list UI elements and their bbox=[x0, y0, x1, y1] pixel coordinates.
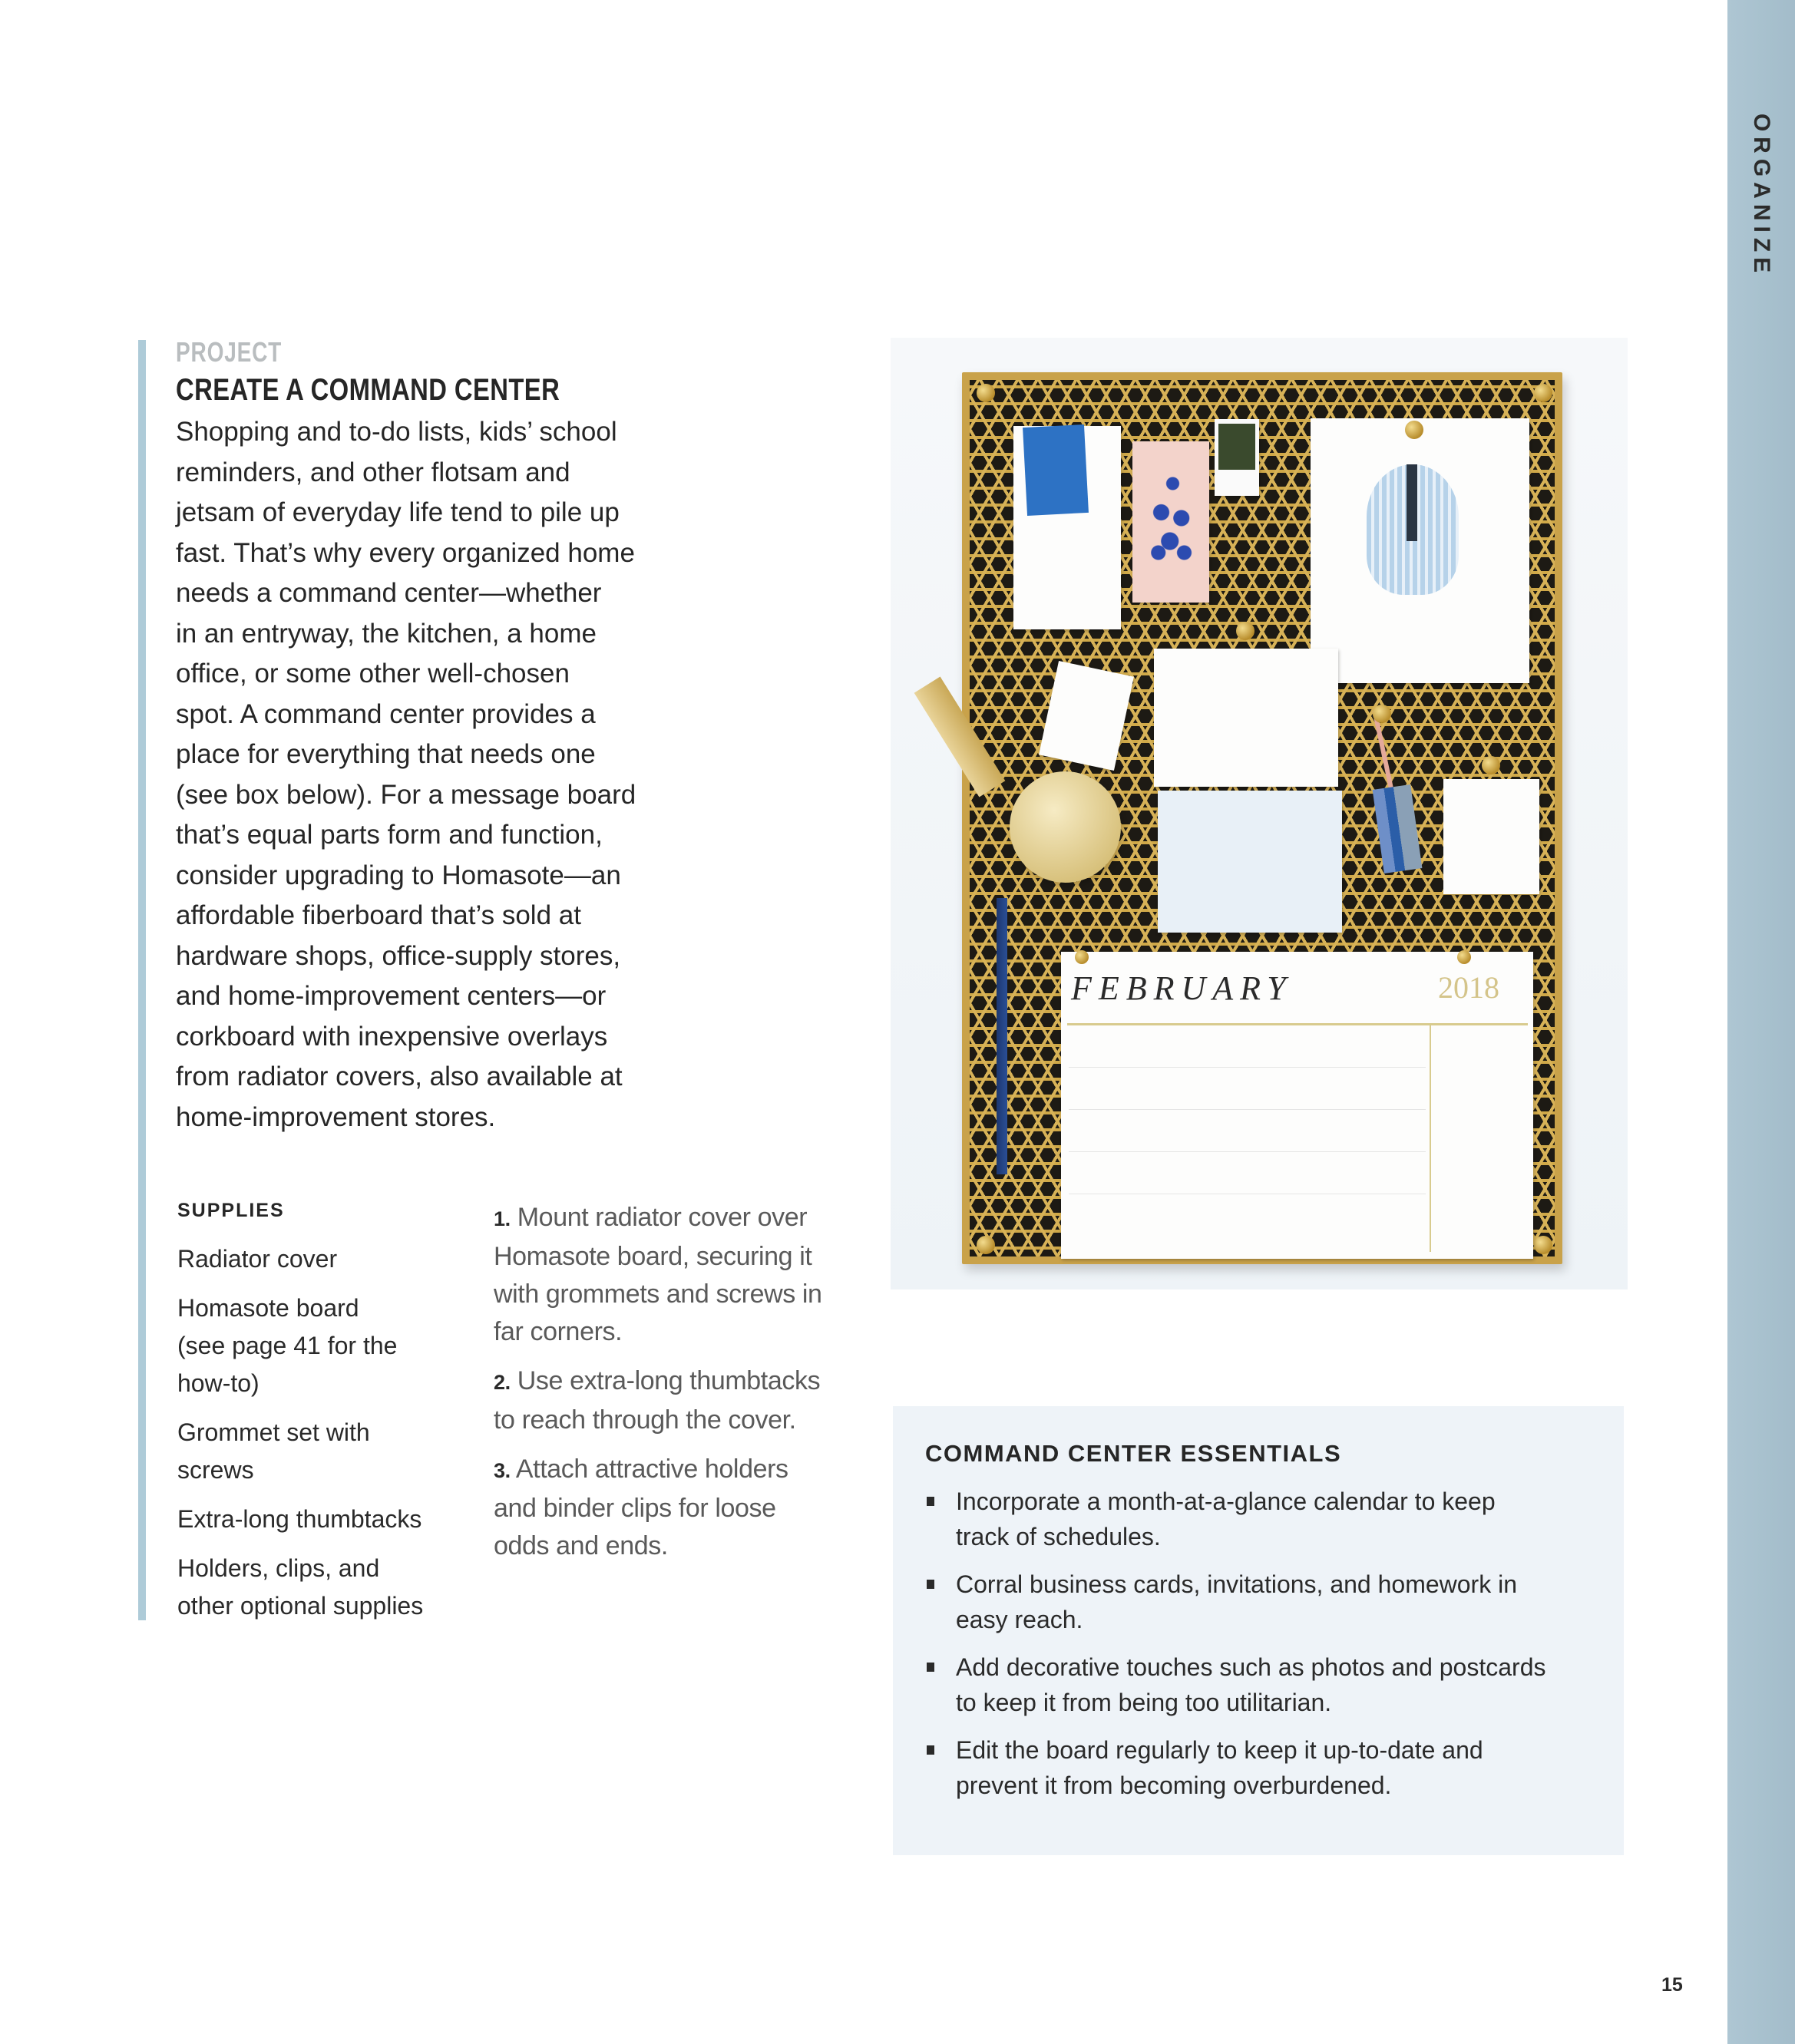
thumbtack-icon bbox=[1373, 705, 1391, 723]
square-bullet-icon bbox=[927, 1663, 934, 1672]
section-tab bbox=[1727, 0, 1795, 2044]
photo-image bbox=[1218, 424, 1255, 470]
blue-card bbox=[1023, 424, 1089, 516]
list-item: Corral business cards, invitations, and homework in easy reach. bbox=[925, 1567, 1601, 1637]
note-sheet bbox=[1154, 649, 1338, 787]
thumbtack-icon bbox=[1457, 950, 1471, 964]
intro-paragraph: Shopping and to-do lists, kids’ school reminders, and other flotsam and jetsam of everyday life tend to pile up fast. That’s why every organized home needs a command center—whether in an entryway, the kitchen, a home office, or some other well-chosen spot. A command center provides a place for everything that needs one (see box below). For a message board that’s equal parts form and function, consider upgrading to Homasote—an affordable fiberboard that’s sold at hardware shops, office-supply stores, and home-improvement centers—or corkboard with inexpensive overlays from radiator covers, also available at home-improvement stores. bbox=[176, 417, 636, 1132]
list-item: Edit the board regularly to keep it up-to-date and prevent it from becoming overburdened. bbox=[925, 1732, 1601, 1803]
grommet-icon bbox=[1534, 1236, 1552, 1254]
brass-holder bbox=[1010, 771, 1121, 883]
calendar-week-line bbox=[1069, 1067, 1426, 1068]
section-tab-label bbox=[1727, 113, 1795, 279]
page-number: 15 bbox=[1661, 1974, 1683, 1996]
accent-rule bbox=[138, 340, 146, 1620]
essentials-heading: COMMAND CENTER ESSENTIALS bbox=[925, 1440, 1342, 1467]
supplies-list bbox=[177, 1200, 469, 1636]
step-item: 2. Use extra-long thumbtacks to reach through the cover. bbox=[494, 1366, 821, 1435]
postcard-illustration bbox=[1144, 461, 1202, 576]
supply-item: Holders, clips, and other optional supplies bbox=[177, 1554, 424, 1620]
step-item: 3. Attach attractive holders and binder clips for loose odds and ends. bbox=[494, 1455, 788, 1560]
thumbtack-icon bbox=[1405, 421, 1423, 439]
binder-clip-icon bbox=[1407, 464, 1417, 541]
list-item: Add decorative touches such as photos and postcards to keep it from being too utilitarian. bbox=[925, 1649, 1601, 1720]
grommet-icon bbox=[977, 384, 995, 402]
section-tab-text: ORGANIZE bbox=[1749, 113, 1774, 279]
essentials-list bbox=[925, 1484, 1601, 1815]
thumbtack-icon bbox=[1482, 756, 1500, 774]
supply-item: Grommet set with screws bbox=[177, 1418, 370, 1484]
instruction-steps bbox=[494, 1199, 862, 1577]
calendar-divider bbox=[1430, 1025, 1431, 1252]
calendar-divider bbox=[1067, 1023, 1528, 1025]
step-number: 2. bbox=[494, 1371, 511, 1394]
step-number: 1. bbox=[494, 1207, 511, 1230]
project-kicker: PROJECT bbox=[176, 336, 283, 368]
grommet-icon bbox=[1534, 384, 1552, 402]
notepad bbox=[1443, 779, 1539, 894]
calendar-month: FEBRUARY bbox=[1071, 969, 1293, 1007]
list-card bbox=[1158, 791, 1342, 933]
calendar-week-line bbox=[1069, 1109, 1426, 1110]
thumbtack-icon bbox=[1236, 622, 1255, 640]
step-item: 1. Mount radiator cover over Homasote board, securing it with grommets and screws in far corners. bbox=[494, 1203, 822, 1346]
supply-item: Homasote board (see page 41 for the how-to) bbox=[177, 1294, 398, 1397]
grommet-icon bbox=[977, 1236, 995, 1254]
pen bbox=[997, 898, 1007, 1174]
list-item: Incorporate a month-at-a-glance calendar to keep track of schedules. bbox=[925, 1484, 1601, 1554]
calendar-year: 2018 bbox=[1438, 970, 1499, 1005]
step-number: 3. bbox=[494, 1459, 511, 1482]
supplies-heading: SUPPLIES bbox=[177, 1200, 285, 1221]
calendar-week-line bbox=[1069, 1151, 1426, 1152]
thumbtack-icon bbox=[1075, 950, 1089, 964]
square-bullet-icon bbox=[927, 1580, 934, 1589]
square-bullet-icon bbox=[927, 1497, 934, 1506]
supply-item: Radiator cover bbox=[177, 1245, 338, 1273]
supply-item: Extra-long thumbtacks bbox=[177, 1505, 422, 1533]
page-title: CREATE A COMMAND CENTER bbox=[176, 373, 560, 407]
square-bullet-icon bbox=[927, 1745, 934, 1755]
